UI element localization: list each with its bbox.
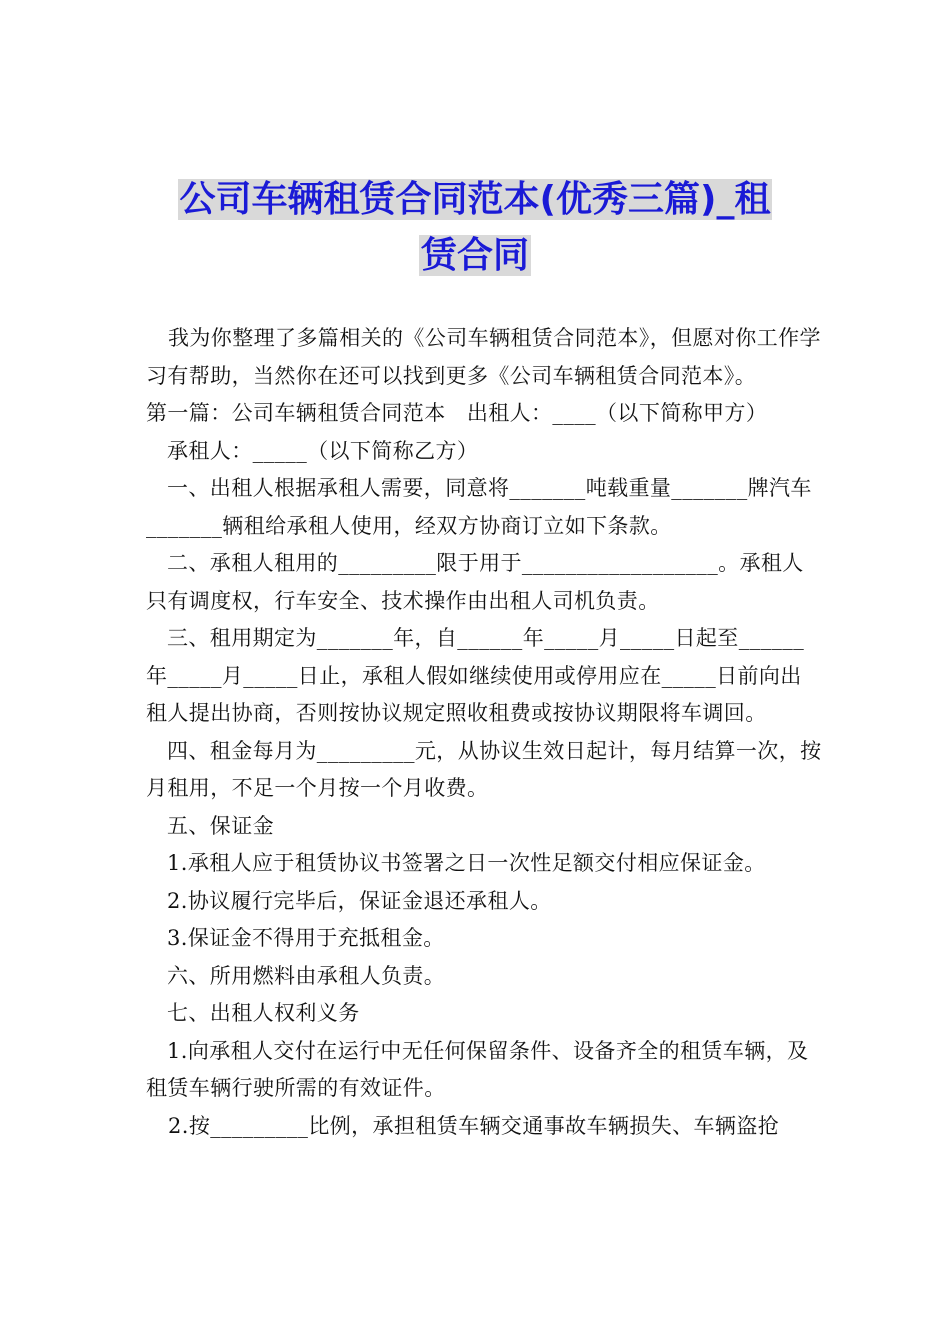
paragraph: 一、出租人根据承租人需要，同意将_______吨载重量_______牌汽车_______辆租给承租人使用，经双方协商订立如下条款。 <box>146 476 812 538</box>
title-line-1: 公司车辆租赁合同范本(优秀三篇)_租 <box>179 179 771 220</box>
paragraph: 第一篇：公司车辆租赁合同范本 出租人：____（以下简称甲方） <box>146 401 768 425</box>
document-title <box>100 172 850 284</box>
paragraph: 我为你整理了多篇相关的《公司车辆租赁合同范本》，但愿对你工作学习有帮助，当然你在还可以找到更多《公司车辆租赁合同范本》。 <box>146 326 821 388</box>
document-body <box>146 320 822 1145</box>
paragraph: 3.保证金不得用于充抵租金。 <box>167 926 445 950</box>
paragraph: 二、承租人租用的_________限于用于__________________。承租人只有调度权，行车安全、技术操作由出租人司机负责。 <box>146 551 804 613</box>
paragraph: 七、出租人权利义务 <box>167 1001 360 1025</box>
title-line-2: 赁合同 <box>420 235 529 276</box>
paragraph: 1.承租人应于租赁协议书签署之日一次性足额交付相应保证金。 <box>167 851 766 875</box>
paragraph: 2.按_________比例，承担租赁车辆交通事故车辆损失、车辆盗抢 <box>168 1113 780 1138</box>
paragraph: 2.协议履行完毕后，保证金退还承租人。 <box>167 888 552 913</box>
paragraph: 五、保证金 <box>167 813 274 838</box>
paragraph: 三、租用期定为_______年，自______年_____月_____日起至______年_____月_____日止，承租人假如继续使用或停用应在_____日前向出租人提出协商，否则按协议规定照收租费或按协议期限将车调回。 <box>146 626 805 725</box>
paragraph: 四、租金每月为_________元，从协议生效日起计，每月结算一次，按月租用，不足一个月按一个月收费。 <box>146 738 822 800</box>
paragraph: 1.向承租人交付在运行中无任何保留条件、设备齐全的租赁车辆，及租赁车辆行驶所需的有效证件。 <box>146 1038 809 1100</box>
paragraph: 六、所用燃料由承租人负责。 <box>167 963 446 988</box>
paragraph: 承租人：_____（以下简称乙方） <box>167 438 479 463</box>
